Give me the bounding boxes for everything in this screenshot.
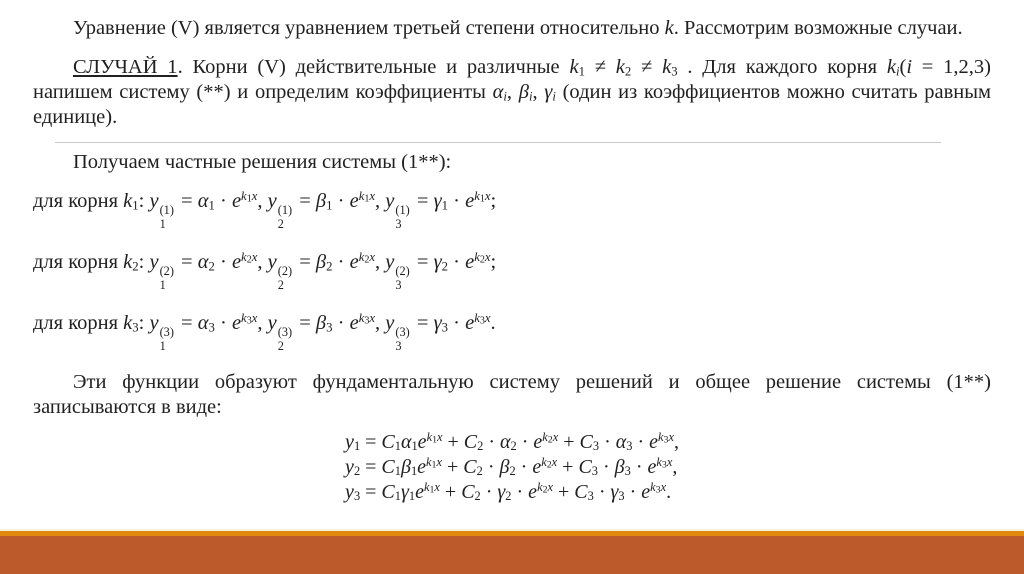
paragraph-case1: СЛУЧАЙ 1. Корни (V) действительные и различные $k_1 \ne k_2 \ne k_3$ . Для каждого корня $k_i(i = 1,2,3)$ напишем систему (**) и определим коэффициенты $\alpha_i$, $\beta_i$, $\gamma_i$ (один из коэффициентов можно считать равным единице). <box>33 56 992 128</box>
footer-band <box>0 536 1024 574</box>
root-line-k3: для корня $k_3$: y (3) 1 = $\alpha_3 \cdot e^{k_3x}$, y (3) 2 = $\beta_3 \cdot e^{k_3x}$, y (3) 3 = $\gamma_3 \cdot e^{k_3x}$. <box>33 311 496 353</box>
system-equations <box>345 430 679 505</box>
section-divider <box>55 142 941 143</box>
paragraph-intro: Уравнение (V) является уравнением третьей степени относительно k. Рассмотрим возможные случаи. <box>73 17 963 39</box>
paragraph-particular-solutions: Получаем частные решения системы (1**): <box>73 151 452 173</box>
system-line-y1: $y_1 = C_1\alpha_1e^{k_1x} + C_2 \cdot \alpha_2 \cdot e^{k_2x} + C_3 \cdot \alpha_3 \cdot e^{k_3x}$, <box>345 430 679 454</box>
system-line-y2: $y_2 = C_1\beta_1e^{k_1x} + C_2 \cdot \beta_2 \cdot e^{k_2x} + C_3 \cdot \beta_3 \cdot e^{k_3x}$, <box>345 455 678 479</box>
system-line-y3: $y_3 = C_1\gamma_1e^{k_1x} + C_2 \cdot \gamma_2 \cdot e^{k_2x} + C_3 \cdot \gamma_3 \cdot e^{k_3x}$. <box>345 480 672 504</box>
general-solution-system <box>33 430 991 505</box>
paragraph-fundamental-system: Эти функции образуют фундаментальную систему решений и общее решение системы (1**) записываются в виде: <box>33 371 991 419</box>
root-line-k2: для корня $k_2$: y (2) 1 = $\alpha_2 \cdot e^{k_2x}$, y (2) 2 = $\beta_2 \cdot e^{k_2x}$, y (2) 3 = $\gamma_2 \cdot e^{k_2x}$; <box>33 250 497 292</box>
root-line-k1: для корня $k_1$: y (1) 1 = $\alpha_1 \cdot e^{k_1x}$, y (1) 2 = $\beta_1 \cdot e^{k_1x}$, y (1) 3 = $\gamma_1 \cdot e^{k_1x}$; <box>33 189 497 231</box>
